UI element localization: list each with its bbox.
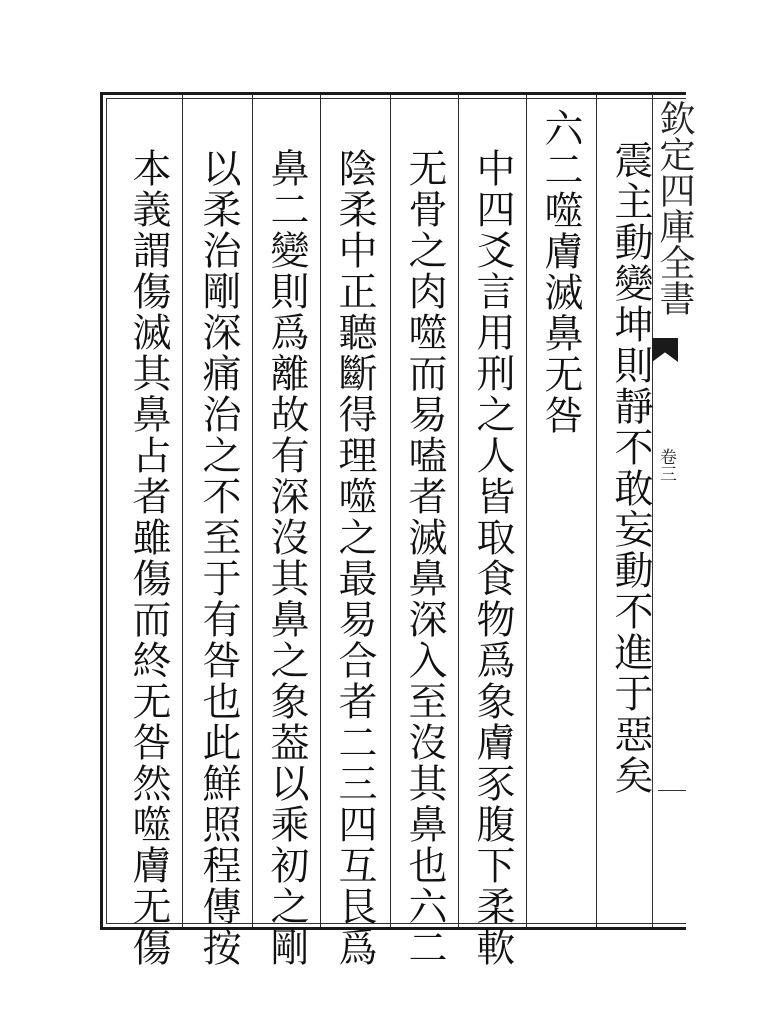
column-rule (596, 95, 597, 927)
column-rule (526, 95, 527, 927)
column-rule (252, 95, 253, 927)
text-column-6: 鼻二變則爲離故有深沒其鼻之象葢以乘初之剛 (264, 148, 309, 968)
book-title: 欽定四庫全書 (654, 100, 695, 316)
page-frame (100, 92, 686, 930)
text-column-4: 无骨之肉噬而易嗑者滅鼻深入至沒其鼻也六二 (402, 148, 447, 968)
column-rule (458, 95, 459, 927)
column-rule (320, 95, 321, 927)
text-column-3: 中四爻言用刑之人皆取食物爲象膚豕腹下柔軟 (470, 148, 515, 968)
column-rule (390, 95, 391, 927)
column-rule (182, 95, 183, 927)
text-column-1: 震主動變坤則靜不敢妄動不進于惡矣 (608, 140, 653, 796)
text-column-7: 以柔治剛深痛治之不至于有咎也此鮮照程傳按 (196, 148, 241, 968)
text-column-5: 陰柔中正聽斷得理噬之最易合者二三四互艮爲 (332, 148, 377, 968)
juan-number: 卷三 (656, 448, 676, 482)
text-column-2: 六二噬膚滅鼻无咎 (538, 108, 583, 436)
text-column-8: 本義謂傷滅其鼻占者雖傷而終无咎然噬膚无傷 (126, 148, 171, 968)
margin-rule (658, 790, 686, 791)
